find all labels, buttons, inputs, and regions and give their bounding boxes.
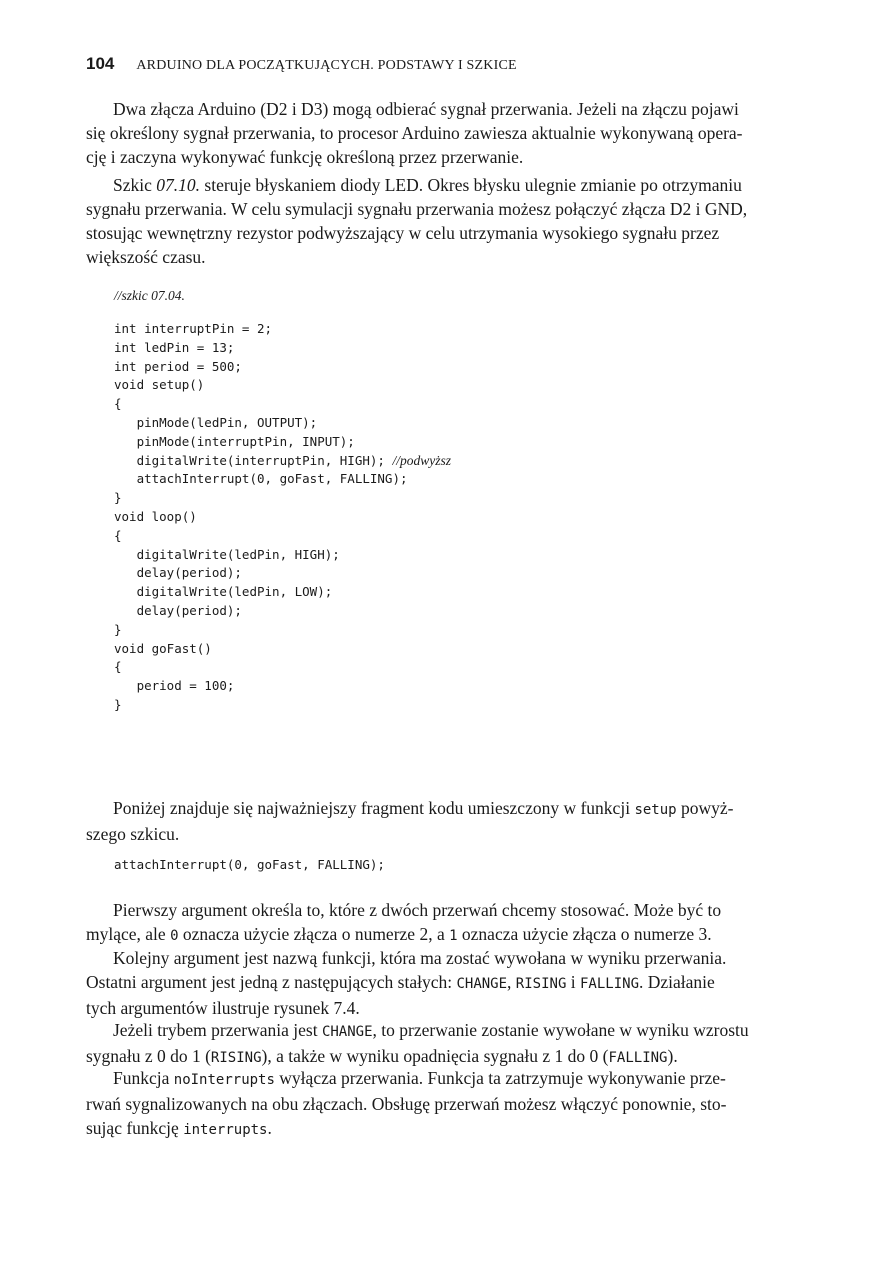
- paragraph-6: [86, 1018, 803, 1070]
- running-title: ARDUINO DLA POCZĄTKUJĄCYCH. PODSTAWY I SZKICE: [136, 58, 517, 73]
- code-line: }: [114, 490, 122, 506]
- code-line: int ledPin = 13;: [114, 339, 235, 355]
- code-line: attachInterrupt(0, goFast, FALLING);: [114, 471, 408, 487]
- code-line-with-comment: [114, 452, 451, 471]
- inline-code-comment: //podwyższ: [392, 452, 451, 468]
- code-line: }: [114, 696, 122, 712]
- inline-code: noInterrupts: [173, 1072, 275, 1088]
- text-run: Funkcja: [113, 1068, 174, 1088]
- text-run: sygnału z 0 do 1 (: [86, 1046, 211, 1066]
- code-line: digitalWrite(ledPin, HIGH);: [114, 546, 340, 562]
- paragraph-line: stosując wewnętrzny rezystor podwyższający w celu utrzymania wysokiego sygnału przez: [86, 223, 720, 243]
- code-listing: [114, 320, 451, 715]
- paragraph-line: [86, 796, 803, 822]
- code-line: pinMode(interruptPin, INPUT);: [114, 433, 355, 449]
- text-run: steruje błyskaniem diody LED. Okres błysku ulegnie zmianie po otrzymaniu: [200, 175, 742, 195]
- paragraph-line: [86, 970, 803, 996]
- inline-code: CHANGE: [456, 976, 508, 992]
- paragraph-4: [86, 898, 803, 948]
- code-line: void goFast(): [114, 640, 212, 656]
- page-header: [86, 54, 517, 74]
- code-line: delay(period);: [114, 565, 242, 581]
- code-line: }: [114, 621, 122, 637]
- text-run: Ostatni argument jest jedną z następujących stałych:: [86, 972, 457, 992]
- text-run: wyłącza przerwania. Funkcja ta zatrzymuje wykonywanie prze-: [274, 1068, 726, 1088]
- code-line: int period = 500;: [114, 358, 242, 374]
- paragraph-line: [86, 1018, 803, 1044]
- inline-code: RISING: [210, 1050, 262, 1066]
- paragraph-line: cję i zaczyna wykonywać funkcję określoną przez przerwanie.: [86, 147, 524, 167]
- code-line: {: [114, 396, 122, 412]
- paragraph-line: [86, 922, 803, 948]
- paragraph-line: [86, 1116, 803, 1142]
- text-run: i: [566, 972, 580, 992]
- paragraph-line: [86, 1066, 803, 1092]
- paragraph-line: Pierwszy argument określa to, które z dwóch przerwań chcemy stosować. Może być to: [113, 900, 722, 920]
- inline-code: interrupts: [183, 1122, 268, 1138]
- text-run: ).: [667, 1046, 678, 1066]
- paragraph-line: szego szkicu.: [86, 824, 180, 844]
- text-run: , to przerwanie zostanie wywołane w wyniku wzrostu: [372, 1020, 749, 1040]
- code-line: period = 100;: [114, 678, 235, 694]
- paragraph-line: [86, 173, 803, 197]
- paragraph-line: Dwa złącza Arduino (D2 i D3) mogą odbierać sygnał przerwania. Jeżeli na złączu pojawi: [113, 99, 739, 119]
- paragraph-3: [86, 796, 803, 846]
- code-line: int interruptPin = 2;: [114, 321, 273, 336]
- paragraph-line: większość czasu.: [86, 247, 206, 267]
- inline-code: FALLING: [580, 976, 640, 992]
- text-run: sując funkcję: [86, 1118, 184, 1138]
- code-text: digitalWrite(interruptPin, HIGH);: [114, 452, 385, 468]
- code-comment: //szkic 07.04.: [114, 288, 185, 303]
- code-line: pinMode(ledPin, OUTPUT);: [114, 414, 318, 430]
- text-run: Szkic: [113, 175, 157, 195]
- paragraph-line: się określony sygnał przerwania, to procesor Arduino zawiesza aktualnie wykonywaną opera-: [86, 123, 743, 143]
- inline-code: 1: [449, 928, 458, 944]
- inline-code: CHANGE: [321, 1024, 373, 1040]
- text-run: powyż-: [676, 798, 734, 818]
- inline-code: RISING: [515, 976, 567, 992]
- paragraph-line: tych argumentów ilustruje rysunek 7.4.: [86, 998, 360, 1018]
- text-run: Poniżej znajduje się najważniejszy fragment kodu umieszczony w funkcji: [113, 798, 635, 818]
- inline-code: 0: [170, 928, 179, 944]
- inline-code: FALLING: [608, 1050, 668, 1066]
- code-line: void setup(): [114, 377, 205, 393]
- sketch-reference: 07.10.: [156, 175, 201, 195]
- inline-code: setup: [634, 802, 677, 818]
- text-run: ,: [507, 972, 516, 992]
- paragraph-line: sygnału przerwania. W celu symulacji sygnału przerwania możesz połączyć złącza D2 i GND,: [86, 199, 748, 219]
- page-number: 104: [86, 54, 115, 73]
- code-line: {: [114, 659, 122, 675]
- paragraph-5: [86, 946, 803, 1020]
- text-run: mylące, ale: [86, 924, 171, 944]
- paragraph-7: [86, 1066, 803, 1142]
- paragraph-2: [86, 173, 803, 269]
- paragraph-1: [86, 97, 803, 169]
- text-run: . Działanie: [639, 972, 715, 992]
- text-run: oznacza użycie złącza o numerze 2, a: [178, 924, 450, 944]
- code-line: {: [114, 527, 122, 543]
- text-run: Jeżeli trybem przerwania jest: [113, 1020, 322, 1040]
- text-run: oznacza użycie złącza o numerze 3.: [457, 924, 712, 944]
- text-run: ), a także w wyniku opadnięcia sygnału z 1 do 0 (: [261, 1046, 609, 1066]
- code-snippet: attachInterrupt(0, goFast, FALLING);: [114, 857, 385, 872]
- text-run: .: [267, 1118, 272, 1138]
- paragraph-line: rwań sygnalizowanych na obu złączach. Obsługę przerwań możesz włączyć ponownie, sto-: [86, 1094, 727, 1114]
- code-line: delay(period);: [114, 602, 242, 618]
- code-line: digitalWrite(ledPin, LOW);: [114, 584, 333, 600]
- code-line: void loop(): [114, 508, 197, 524]
- paragraph-line: Kolejny argument jest nazwą funkcji, która ma zostać wywołana w wyniku przerwania.: [113, 948, 727, 968]
